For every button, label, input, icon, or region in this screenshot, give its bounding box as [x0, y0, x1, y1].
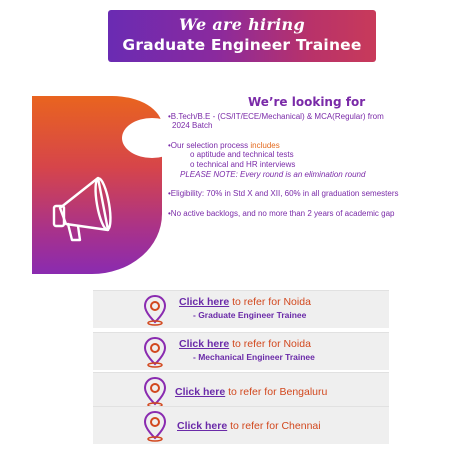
refer-card-noida-get[interactable]: [93, 290, 389, 328]
refer-card-noida-met[interactable]: [93, 332, 389, 370]
location-pin-icon: [143, 376, 167, 408]
banner-role: Graduate Engineer Trainee: [122, 36, 362, 54]
qualification-text: •B.Tech/B.E - (CS/IT/ECE/Mechanical) & MCA(Regular) from: [168, 111, 384, 121]
refer-link-noida-get[interactable]: [179, 296, 311, 320]
refer-location-text: to refer for Chennai: [230, 420, 321, 432]
click-here-link[interactable]: Click here: [179, 296, 230, 308]
click-here-link[interactable]: Click here: [177, 420, 228, 432]
location-pin-icon: [143, 294, 167, 326]
refer-location-text: to refer for Noida: [232, 296, 311, 308]
refer-link-bengaluru[interactable]: [175, 386, 327, 398]
qualification-batch: 2024 Batch: [172, 121, 213, 131]
refer-link-chennai[interactable]: [177, 420, 321, 432]
backlogs-text: •No active backlogs, and no more than 2 years of academic gap: [168, 208, 395, 218]
process-step-2: o technical and HR interviews: [190, 159, 296, 169]
location-pin-icon: [143, 410, 167, 442]
refer-location-text: to refer for Noida: [232, 338, 311, 350]
job-info: [168, 95, 468, 218]
refer-role-text: - Mechanical Engineer Trainee: [193, 352, 315, 362]
eligibility-text: •Eligibility: 70% in Std X and XII, 60% in all graduation semesters: [168, 189, 399, 199]
refer-location-text: to refer for Bengaluru: [228, 386, 328, 398]
hiring-banner: [108, 10, 376, 62]
refer-card-bengaluru[interactable]: [93, 372, 389, 410]
click-here-link[interactable]: Click here: [175, 386, 226, 398]
megaphone-icon: [50, 168, 120, 246]
process-intro: [168, 141, 468, 151]
process-step-1: o aptitude and technical tests: [190, 150, 294, 160]
info-heading: We’re looking for: [248, 95, 366, 109]
location-pin-icon: [143, 336, 167, 368]
click-here-link[interactable]: Click here: [179, 338, 230, 350]
refer-link-noida-met[interactable]: [179, 338, 315, 362]
process-intro-tail: includes: [250, 140, 280, 150]
banner-title: We are hiring: [179, 15, 305, 34]
refer-role-text: - Graduate Engineer Trainee: [193, 310, 307, 320]
process-intro-text: •Our selection process: [168, 140, 249, 150]
refer-card-chennai[interactable]: [93, 406, 389, 444]
process-note: PLEASE NOTE: Every round is an elimination round: [180, 169, 366, 179]
